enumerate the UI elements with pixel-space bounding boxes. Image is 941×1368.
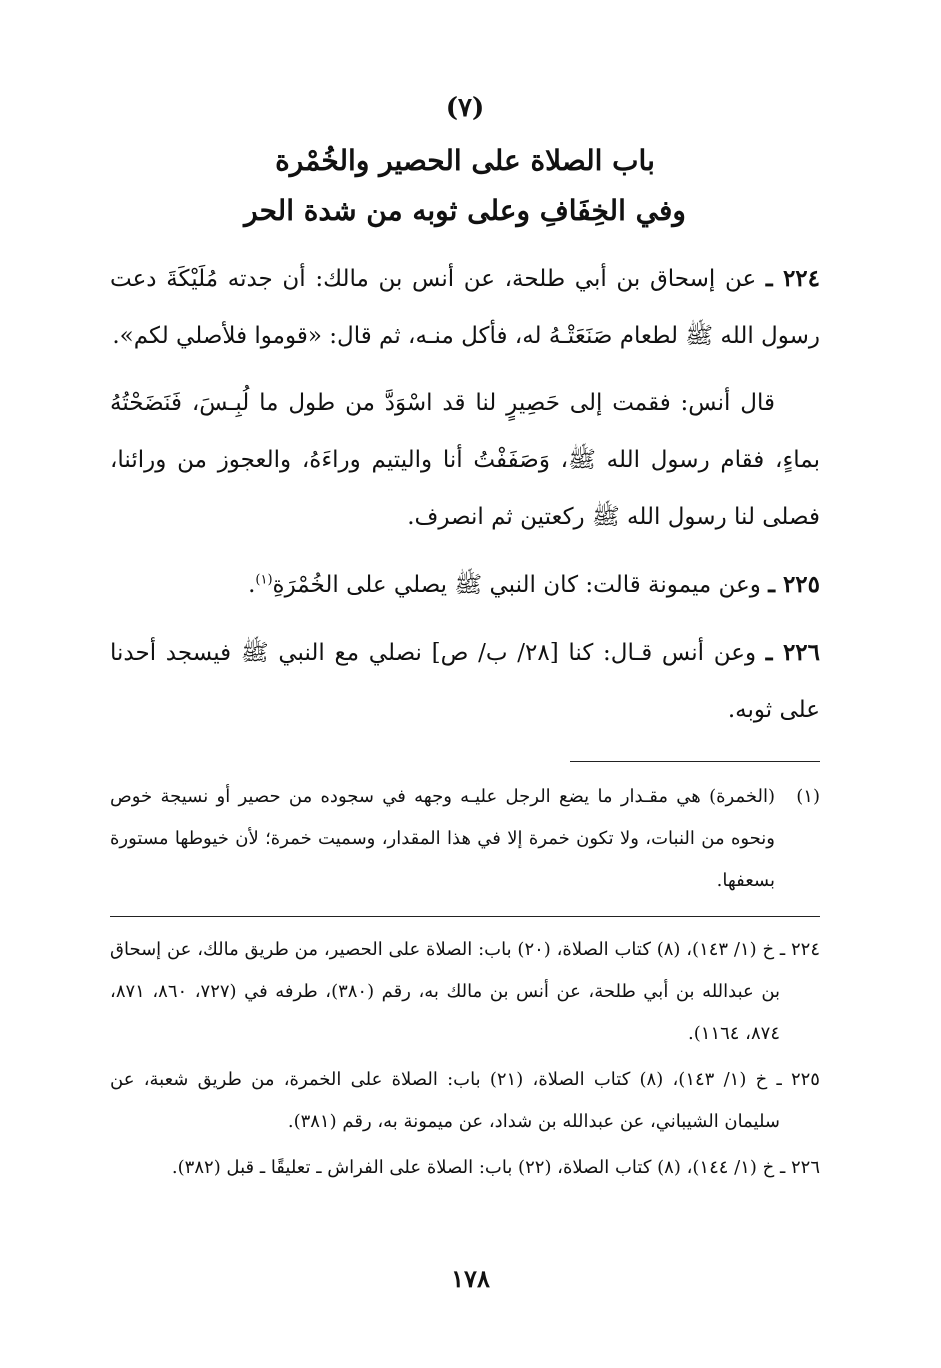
- chapter-number: (٧): [445, 93, 485, 123]
- takhrij-224: ٢٢٤ ـ خ (١/ ١٤٣)، (٨) كتاب الصلاة، (٢٠) باب: الصلاة على الحصير، من طريق مالك، عن إسحاق بن عبدالله بن أبي طلحة، عن أنس بن مالك به، رقم (٣٨٠)، طرفه في (٧٢٧، ٨٦٠، ٨٧١، ٨٧٤، ١١٦٤).: [110, 939, 821, 1044]
- footnote-reference[interactable]: (١): [255, 572, 273, 588]
- chapter-title: [110, 136, 820, 236]
- hadith-tail: .: [248, 572, 256, 598]
- hadith-number: ٢٢٦ ـ: [765, 639, 821, 666]
- hadith-number: ٢٢٥ ـ: [768, 571, 820, 598]
- footnote-separator: [570, 761, 820, 762]
- hadith-225: [110, 556, 820, 614]
- page-number: ١٧٨: [451, 1264, 490, 1293]
- footnote-text: (الخمرة) هي مقـدار ما يضع الرجل عليـه وجهه في سجوده من حصير أو نسيجة خوص ونحوه من النبات، ولا تكون خمرة إلا في هذا المقدار، وسميت خمرة؛ لأن خيوطها مستورة بسعفها.: [110, 786, 775, 891]
- hadith-text: قال أنس: فقمت إلى حَصِيرٍ لنا قد اسْوَدَّ من طول ما لُبِـسَ، فَنَضَحْتُهُ بماءٍ، فقام رسول الله ﷺ، وَصَفَفْتُ أنا واليتيم وراءَهُ، والعجوز من ورائنا، فصلى لنا رسول الله ﷺ ركعتين ثم انصرف.: [110, 390, 820, 530]
- footnote-mark: (١): [796, 786, 820, 807]
- hadith-text: وعن ميمونة قالت: كان النبي ﷺ يصلي على الخُمْرَةِ: [272, 572, 761, 598]
- takhrij-225: ٢٢٥ ـ خ (١/ ١٤٣)، (٨) كتاب الصلاة، (٢١) باب: الصلاة على الخمرة، من طريق شعبة، عن سليمان الشيباني، عن عبدالله بن شداد، عن ميمونة به، رقم (٣٨١).: [110, 1069, 820, 1132]
- hadith-body: [110, 250, 820, 739]
- hadith-text: وعن أنس قـال: كنا [٢٨/ ب/ ص] نصلي مع النبي ﷺ فيسجد أحدنا على ثوبه.: [110, 640, 820, 723]
- takhrij-separator: [110, 916, 820, 917]
- hadith-224: [110, 250, 820, 365]
- takhrij-226: ٢٢٦ ـ خ (١/ ١٤٤)، (٨) كتاب الصلاة، (٢٢) باب: الصلاة على الفراش ـ تعليقًا ـ قبل (٣٨٢).: [171, 1157, 820, 1178]
- chapter-title-line-2: وفي الخِفَافِ وعلى ثوبه من شدة الحر: [244, 194, 686, 227]
- footnote-1: [110, 776, 820, 902]
- takhrij-section: [110, 929, 820, 1189]
- hadith-226: [110, 624, 820, 739]
- document-page: [110, 88, 820, 1193]
- hadith-224-continuation: [110, 375, 820, 546]
- hadith-text: عن إسحاق بن أبي طلحة، عن أنس بن مالك: أن جدته مُلَيْكَةَ دعت رسول الله ﷺ لطعام صَنَعَتْـهُ له، فأكل منـه، ثم قال: «قوموا فلأصلي لكم».: [110, 266, 820, 349]
- hadith-number: ٢٢٤ ـ: [765, 265, 821, 292]
- chapter-title-line-1: باب الصلاة على الحصير والخُمْرة: [275, 144, 655, 177]
